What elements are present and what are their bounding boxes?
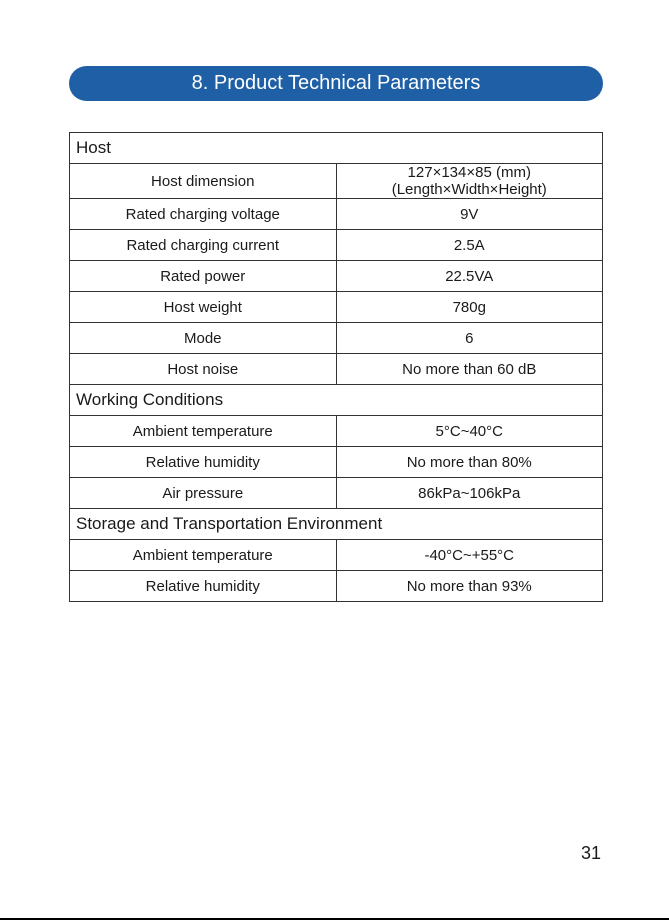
param-value: 780g: [336, 292, 603, 323]
section-header-row: [70, 133, 603, 164]
technical-parameters-table: [69, 132, 603, 602]
table-row: [70, 199, 603, 230]
table-row: [70, 230, 603, 261]
table-row: [70, 540, 603, 571]
param-value: No more than 80%: [336, 447, 603, 478]
table-row: [70, 292, 603, 323]
bottom-divider: [0, 918, 669, 920]
param-value: 22.5VA: [336, 261, 603, 292]
param-label: Relative humidity: [70, 571, 337, 602]
section-header-row: [70, 385, 603, 416]
param-label: Host weight: [70, 292, 337, 323]
param-label: Mode: [70, 323, 337, 354]
param-label: Ambient temperature: [70, 416, 337, 447]
param-value: 6: [336, 323, 603, 354]
table-row: [70, 164, 603, 199]
param-value: -40°C~+55°C: [336, 540, 603, 571]
table-row: [70, 447, 603, 478]
param-label: Relative humidity: [70, 447, 337, 478]
table-row: [70, 478, 603, 509]
page-number: 31: [580, 843, 601, 863]
param-value: 5°C~40°C: [336, 416, 603, 447]
table-row: [70, 416, 603, 447]
param-value: 2.5A: [336, 230, 603, 261]
param-label: Air pressure: [70, 478, 337, 509]
param-label: Rated charging current: [70, 230, 337, 261]
param-value: 127×134×85 (mm) (Length×Width×Height): [336, 164, 603, 199]
param-value: No more than 60 dB: [336, 354, 603, 385]
param-label: Host noise: [70, 354, 337, 385]
param-value: 86kPa~106kPa: [336, 478, 603, 509]
param-label: Rated charging voltage: [70, 199, 337, 230]
table-row: [70, 571, 603, 602]
page-title: 8. Product Technical Parameters: [191, 72, 481, 94]
param-label: Ambient temperature: [70, 540, 337, 571]
section-heading-working-conditions: Working Conditions: [70, 385, 603, 416]
section-heading-storage-transportation: Storage and Transportation Environment: [70, 509, 603, 540]
param-label: Host dimension: [70, 164, 337, 199]
param-value: No more than 93%: [336, 571, 603, 602]
section-header-row: [70, 509, 603, 540]
table-row: [70, 261, 603, 292]
param-label: Rated power: [70, 261, 337, 292]
table-row: [70, 323, 603, 354]
table-row: [70, 354, 603, 385]
param-value: 9V: [336, 199, 603, 230]
section-heading-host: Host: [70, 133, 603, 164]
section-title-banner: [69, 66, 603, 101]
